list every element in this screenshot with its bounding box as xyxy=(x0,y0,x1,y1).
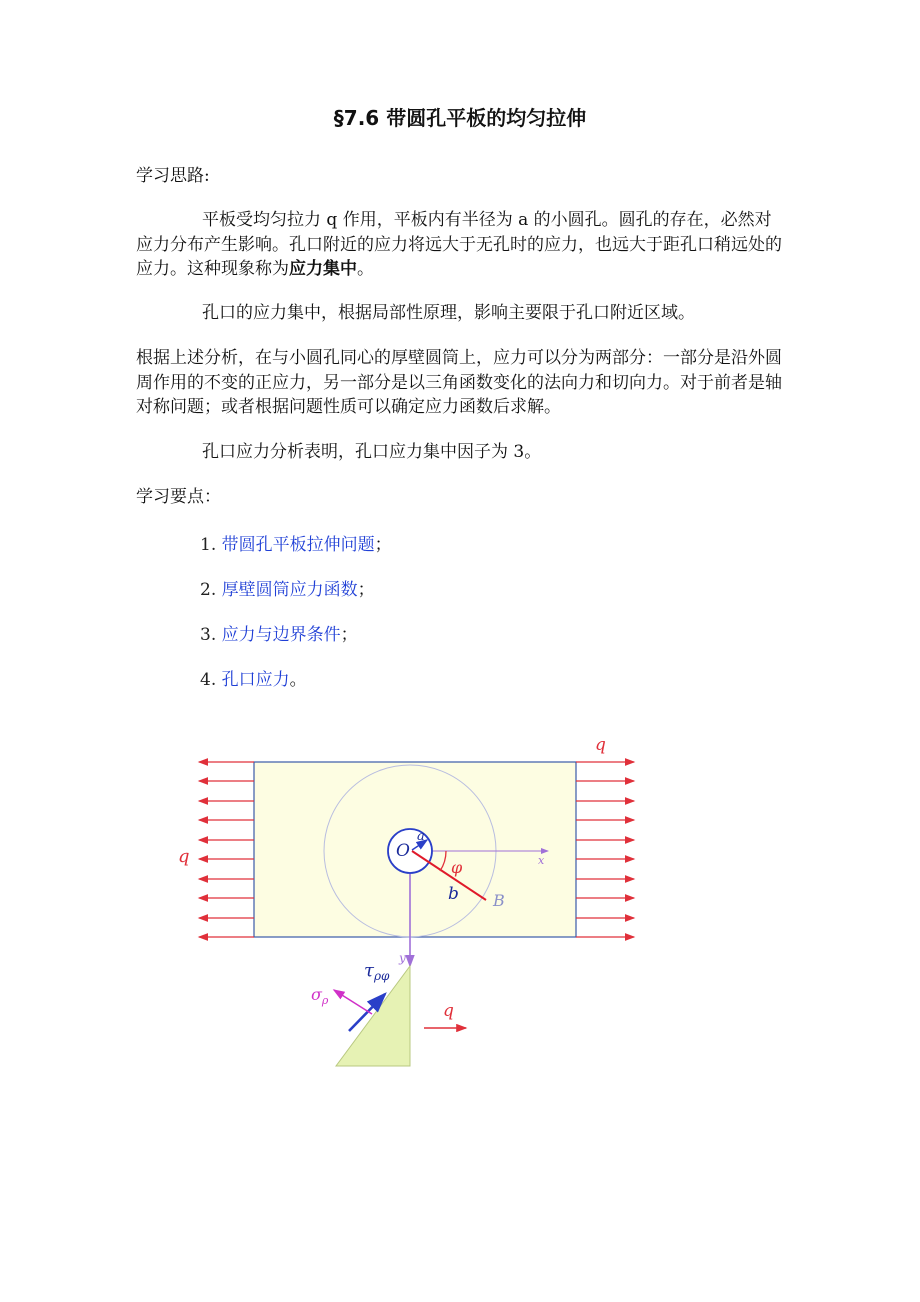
key-point-end: ； xyxy=(374,535,392,555)
key-point-end: ； xyxy=(357,580,375,600)
label-q-bottom: q xyxy=(443,1001,454,1021)
key-point-number: 3. xyxy=(200,625,217,645)
label-B: B xyxy=(493,891,505,910)
page-title: §7.6 带圆孔平板的均匀拉伸 xyxy=(333,106,587,130)
key-point-number: 2. xyxy=(200,580,217,600)
label-phi: φ xyxy=(451,858,463,877)
plate-with-hole-diagram xyxy=(160,730,720,1080)
key-point-link-3[interactable]: 应力与边界条件 xyxy=(221,625,341,645)
paragraph-text: 平板受均匀拉力 q 作用，平板内有半径为 a 的小圆孔。圆孔的存在，必然对应力分布产生影响。孔口附近的应力将远大于无孔时的应力，也远大于距孔口稍远处的应力。这种现象称为 xyxy=(136,210,782,279)
key-point-item xyxy=(200,530,392,555)
key-point-number: 1. xyxy=(200,535,217,555)
label-sigma xyxy=(311,985,329,1007)
paragraph-plate-load xyxy=(136,208,786,282)
key-point-end: 。 xyxy=(289,670,307,690)
label-sigma-sub: ρ xyxy=(321,994,329,1007)
key-point-link-4[interactable]: 孔口应力 xyxy=(221,670,290,690)
paragraph-concentration-factor: 孔口应力分析表明，孔口应力集中因子为 3。 xyxy=(202,442,542,462)
label-q-right: q xyxy=(595,735,606,755)
paragraph-text-end: 。 xyxy=(357,259,374,279)
label-tau-main: τ xyxy=(364,960,374,981)
section-heading-approach: 学习思路: xyxy=(136,166,210,186)
label-tau xyxy=(364,960,390,983)
paragraph-analysis: 根据上述分析，在与小圆孔同心的厚壁圆筒上，应力可以分为两部分：一部分是沿外圆周作用的不变的正应力，另一部分是以三角函数变化的法向力和切向力。对于前者是轴对称问题；或者根据问题性质可以确定应力函数后求解。 xyxy=(136,348,782,417)
label-origin: O xyxy=(396,841,410,861)
label-y: y xyxy=(399,951,406,965)
key-point-number: 4. xyxy=(200,670,217,690)
section-heading-key-points: 学习要点： xyxy=(136,487,221,507)
label-a: a xyxy=(417,829,425,844)
key-point-item xyxy=(200,620,358,645)
key-point-link-2[interactable]: 厚壁圆筒应力函数 xyxy=(221,580,358,600)
label-x: x xyxy=(538,854,545,867)
label-b: b xyxy=(448,884,459,904)
label-q-left: q xyxy=(178,846,190,867)
label-sigma-main: σ xyxy=(311,985,322,1004)
right-load-arrows xyxy=(576,762,634,937)
key-point-end: ； xyxy=(340,625,358,645)
left-load-arrows xyxy=(199,762,254,937)
key-point-link-1[interactable]: 带圆孔平板拉伸问题 xyxy=(221,535,375,555)
label-tau-sub: ρφ xyxy=(373,969,390,983)
key-point-item xyxy=(200,665,307,690)
hole-circle xyxy=(388,829,432,873)
sigma-arrow xyxy=(334,990,372,1014)
key-point-item xyxy=(200,575,375,600)
paragraph-local-principle: 孔口的应力集中，根据局部性原理，影响主要限于孔口附近区域。 xyxy=(202,303,695,323)
emphasis-stress-concentration: 应力集中 xyxy=(289,259,357,279)
